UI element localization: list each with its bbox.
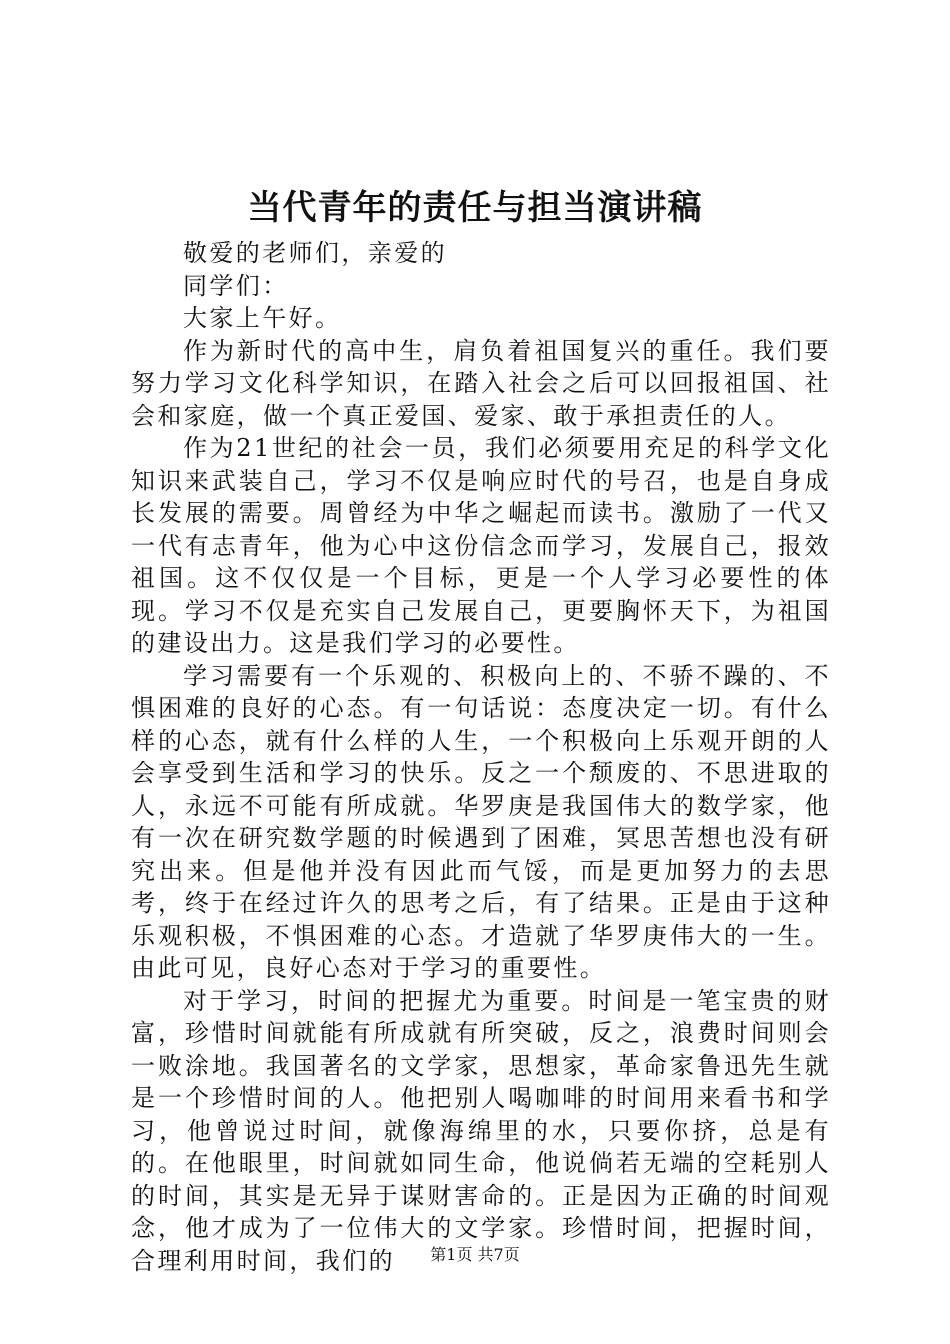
body-paragraph: 学习需要有一个乐观的、积极向上的、不骄不躁的、不惧困难的良好的心态。有一句话说：态度决定一切。有什么样的心态，就有什么样的人生，一个积极向上乐观开朗的人会享受到生活和学习的快乐。反之一个颓废的、不思进取的人，永远不可能有所成就。华罗庚是我国伟大的数学家，他有一次在研究数学题的时候遇到了困难，冥思苦想也没有研究出来。但是他并没有因此而气馁，而是更加努力的去思考，终于在经过许久的思考之后，有了结果。正是由于这种乐观积极，不惧困难的心态。才造就了华罗庚伟大的一生。由此可见，良好心态对于学习的重要性。 xyxy=(131,661,831,982)
greeting-line: 敬爱的老师们，亲爱的 xyxy=(183,239,447,267)
document-title: 当代青年的责任与担当演讲稿 xyxy=(247,188,703,228)
document-body xyxy=(131,237,831,1277)
body-paragraph: 对于学习，时间的把握尤为重要。时间是一笔宝贵的财富，珍惜时间就能有所成就有所突破，反之，浪费时间则会一败涂地。我国著名的文学家，思想家，革命家鲁迅先生就是一个珍惜时间的人。他把别人喝咖啡的时间用来看书和学习，他曾说过时间，就像海绵里的水，只要你挤，总是有的。在他眼里，时间就如同生命，他说倘若无端的空耗别人的时间，其实是无异于谋财害命的。正是因为正确的时间观念，他才成为了一位伟大的文学家。珍惜时间，把握时间，合理利用时间，我们的 xyxy=(131,986,831,1275)
greeting-line: 大家上午好。 xyxy=(183,304,342,332)
page-number: 第1页 共7页 xyxy=(430,1245,520,1264)
greeting-line: 同学们： xyxy=(183,271,289,300)
body-paragraph: 作为新时代的高中生，肩负着祖国复兴的重任。我们要努力学习文化科学知识，在踏入社会之后可以回报祖国、社会和家庭，做一个真正爱国、爱家、敢于承担责任的人。 xyxy=(131,336,831,430)
body-paragraph: 作为21世纪的社会一员，我们必须要用充足的科学文化知识来武装自己，学习不仅是响应时代的号召，也是自身成长发展的需要。周曾经为中华之崛起而读书。激励了一代又一代有志青年，他为心中这份信念而学习，发展自己，报效祖国。这不仅仅是一个目标，更是一个人学习必要性的体现。学习不仅是充实自己发展自己，更要胸怀天下，为祖国的建设出力。这是我们学习的必要性。 xyxy=(131,434,831,657)
